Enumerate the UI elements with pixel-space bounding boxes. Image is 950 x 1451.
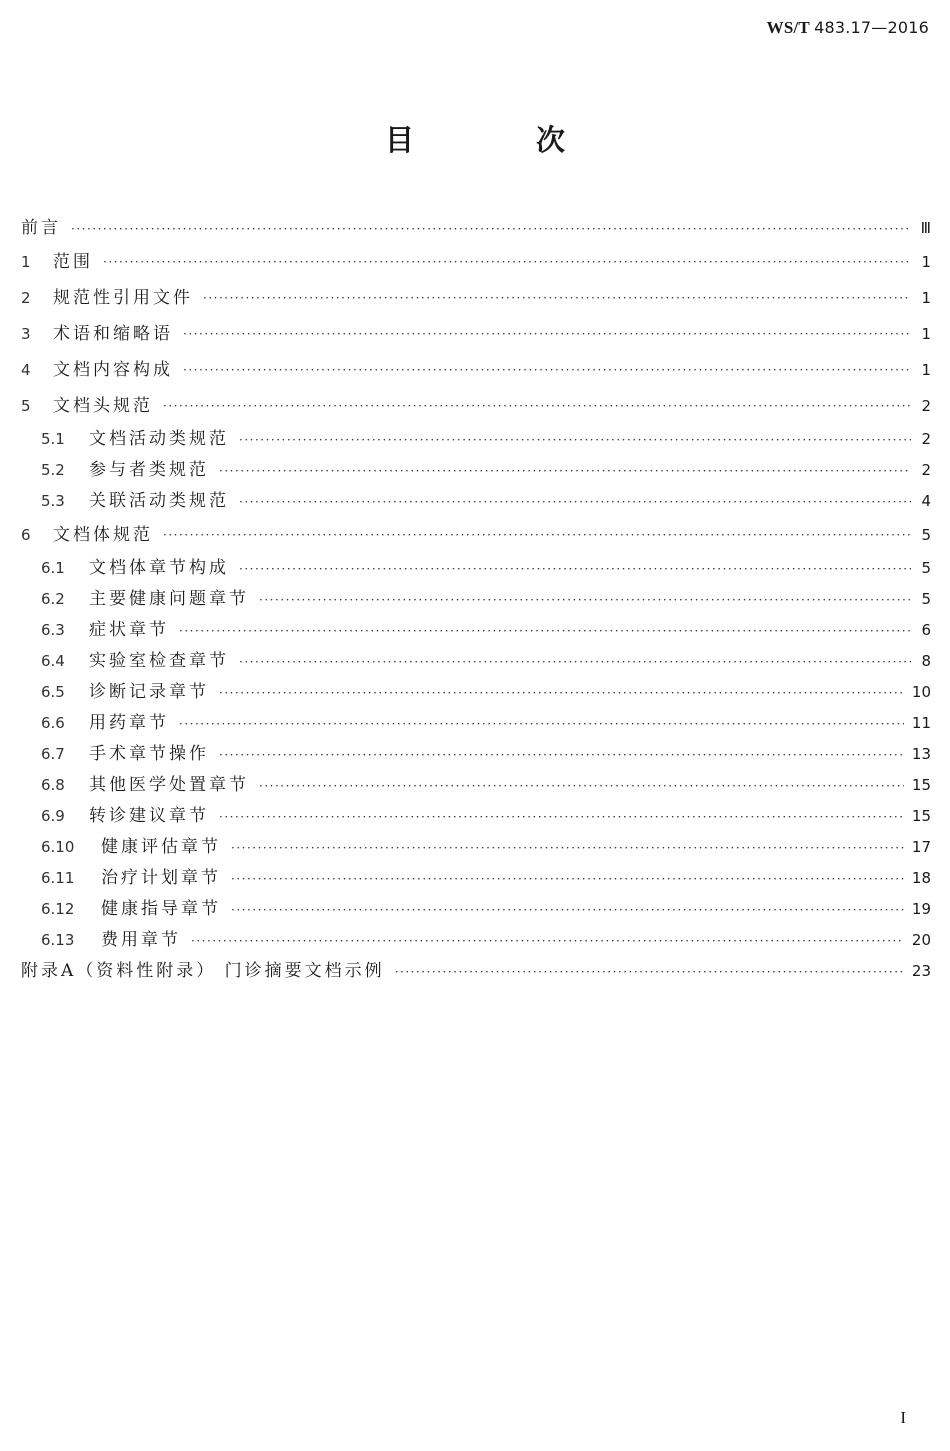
toc-entry-page: 5 bbox=[921, 526, 931, 544]
toc-entry-6-6[interactable] bbox=[21, 708, 931, 739]
toc-entry-number: 6.13 bbox=[41, 931, 75, 949]
toc-entry-page: 1 bbox=[921, 289, 931, 307]
toc-entry-page: 2 bbox=[921, 397, 931, 415]
toc-entry-number: 5.1 bbox=[41, 430, 65, 448]
toc-entry-6-3[interactable] bbox=[21, 615, 931, 646]
toc-leader-dots bbox=[219, 461, 911, 481]
toc-entry-6-13[interactable] bbox=[21, 925, 931, 956]
toc-entry-number: 6 bbox=[21, 526, 31, 544]
document-code-prefix: WS/T bbox=[766, 18, 810, 37]
toc-leader-dots bbox=[231, 900, 904, 920]
toc-entry-label: 健康指导章节 bbox=[101, 899, 221, 919]
toc-entry-number: 6.3 bbox=[41, 621, 65, 639]
toc-entry-number: 6.6 bbox=[41, 714, 65, 732]
toc-entry-page: 4 bbox=[921, 492, 931, 510]
toc-entry-label: 健康评估章节 bbox=[101, 837, 221, 857]
toc-leader-dots bbox=[179, 621, 911, 641]
toc-entry-page: 6 bbox=[921, 621, 931, 639]
toc-entry-label: 文档体规范 bbox=[53, 525, 153, 545]
toc-leader-dots bbox=[219, 807, 904, 827]
toc-entry-6-11[interactable] bbox=[21, 863, 931, 894]
toc-entry-label: 术语和缩略语 bbox=[53, 324, 173, 344]
toc-entry-number: 6.5 bbox=[41, 683, 65, 701]
toc-entry-page: 20 bbox=[911, 931, 931, 949]
toc-entry-number: 5.2 bbox=[41, 461, 65, 479]
toc-leader-dots bbox=[239, 652, 911, 672]
toc-leader-dots bbox=[191, 931, 904, 951]
page-title: 目 次 bbox=[384, 123, 622, 157]
toc-entry-3[interactable] bbox=[21, 316, 931, 352]
toc-leader-dots bbox=[231, 869, 904, 889]
toc-entry-number: 2 bbox=[21, 289, 31, 307]
toc-entry-number: 4 bbox=[21, 361, 31, 379]
toc-leader-dots bbox=[219, 745, 904, 765]
toc-leader-dots bbox=[183, 360, 911, 380]
toc-entry-5-3[interactable] bbox=[21, 486, 931, 517]
toc-leader-dots bbox=[163, 396, 911, 416]
toc-entry-label: 费用章节 bbox=[101, 930, 181, 950]
toc-entry-number: 3 bbox=[21, 325, 31, 343]
toc-entry-page: 18 bbox=[911, 869, 931, 887]
toc-leader-dots bbox=[239, 430, 911, 450]
toc-entry-page: 13 bbox=[911, 745, 931, 763]
toc-entry-page: 11 bbox=[911, 714, 931, 732]
toc-entry-page: 2 bbox=[921, 430, 931, 448]
toc-entry-page: 1 bbox=[921, 325, 931, 343]
toc-entry-6-12[interactable] bbox=[21, 894, 931, 925]
toc-entry-6-1[interactable] bbox=[21, 553, 931, 584]
toc-entry-number: 1 bbox=[21, 253, 31, 271]
toc-leader-dots bbox=[103, 252, 911, 272]
toc-entry-page: 19 bbox=[911, 900, 931, 918]
toc-entry-number: 6.8 bbox=[41, 776, 65, 794]
toc-entry-page: 10 bbox=[911, 683, 931, 701]
toc-entry-label: 范围 bbox=[53, 252, 93, 272]
document-code-number: 483.17—2016 bbox=[814, 18, 929, 37]
toc-entry-label: 实验室检查章节 bbox=[89, 651, 229, 671]
document-code bbox=[767, 18, 929, 38]
toc-entry-label: 症状章节 bbox=[89, 620, 169, 640]
toc-entry-number: 5 bbox=[21, 397, 31, 415]
toc-entry-5-2[interactable] bbox=[21, 455, 931, 486]
toc-entry-label: 附录A（资料性附录） 门诊摘要文档示例 bbox=[21, 961, 385, 981]
toc-entry-number: 6.4 bbox=[41, 652, 65, 670]
toc-entry-5[interactable] bbox=[21, 388, 931, 424]
toc-entry-page: 17 bbox=[911, 838, 931, 856]
toc-leader-dots bbox=[71, 219, 911, 239]
toc-entry-label: 前言 bbox=[21, 218, 61, 238]
toc-entry-label: 用药章节 bbox=[89, 713, 169, 733]
toc-leader-dots bbox=[239, 559, 911, 579]
toc-entry-6-4[interactable] bbox=[21, 646, 931, 677]
toc-entry-6-8[interactable] bbox=[21, 770, 931, 801]
toc-entry-6[interactable] bbox=[21, 517, 931, 553]
toc-leader-dots bbox=[231, 838, 904, 858]
toc-entry-number: 6.7 bbox=[41, 745, 65, 763]
toc-entry-label: 转诊建议章节 bbox=[89, 806, 209, 826]
toc-leader-dots bbox=[163, 525, 911, 545]
toc-entry-page: 5 bbox=[921, 590, 931, 608]
toc-entry-number: 6.9 bbox=[41, 807, 65, 825]
toc-entry-2[interactable] bbox=[21, 280, 931, 316]
toc-entry-label: 文档内容构成 bbox=[53, 360, 173, 380]
toc-entry-page: 1 bbox=[921, 361, 931, 379]
toc-entry-number: 6.11 bbox=[41, 869, 75, 887]
toc-entry-page: 1 bbox=[921, 253, 931, 271]
toc-entry-page: Ⅲ bbox=[920, 219, 931, 237]
toc-entry-6-9[interactable] bbox=[21, 801, 931, 832]
toc-leader-dots bbox=[203, 288, 911, 308]
toc-entry-label: 参与者类规范 bbox=[89, 460, 209, 480]
toc-entry-page: 2 bbox=[921, 461, 931, 479]
toc-entry-label: 治疗计划章节 bbox=[101, 868, 221, 888]
toc-entry-page: 23 bbox=[911, 962, 931, 980]
toc-entry-1[interactable] bbox=[21, 244, 931, 280]
page-number: I bbox=[900, 1408, 906, 1427]
toc-leader-dots bbox=[219, 683, 904, 703]
toc-entry-label: 主要健康问题章节 bbox=[89, 589, 249, 609]
toc-entry-5-1[interactable] bbox=[21, 424, 931, 455]
toc-entry-6-7[interactable] bbox=[21, 739, 931, 770]
toc-entry-number: 6.2 bbox=[41, 590, 65, 608]
toc-entry-label: 手术章节操作 bbox=[89, 744, 209, 764]
toc-entry-page: 15 bbox=[911, 776, 931, 794]
toc-entry-label: 其他医学处置章节 bbox=[89, 775, 249, 795]
toc-entry-label: 诊断记录章节 bbox=[89, 682, 209, 702]
toc-entry-6-10[interactable] bbox=[21, 832, 931, 863]
toc-entry-appendix-a[interactable] bbox=[21, 956, 931, 987]
toc-entry-foreword[interactable] bbox=[21, 213, 931, 244]
toc-entry-6-5[interactable] bbox=[21, 677, 931, 708]
toc-leader-dots bbox=[179, 714, 904, 734]
table-of-contents bbox=[21, 213, 931, 987]
toc-entry-label: 关联活动类规范 bbox=[89, 491, 229, 511]
toc-entry-label: 规范性引用文件 bbox=[53, 288, 193, 308]
toc-entry-label: 文档活动类规范 bbox=[89, 429, 229, 449]
toc-entry-number: 5.3 bbox=[41, 492, 65, 510]
toc-entry-page: 8 bbox=[921, 652, 931, 670]
toc-leader-dots bbox=[239, 492, 911, 512]
toc-entry-number: 6.1 bbox=[41, 559, 65, 577]
toc-leader-dots bbox=[183, 324, 911, 344]
toc-entry-page: 15 bbox=[911, 807, 931, 825]
toc-entry-number: 6.10 bbox=[41, 838, 75, 856]
toc-entry-page: 5 bbox=[921, 559, 931, 577]
toc-entry-label: 文档体章节构成 bbox=[89, 558, 229, 578]
toc-entry-number: 6.12 bbox=[41, 900, 75, 918]
toc-entry-6-2[interactable] bbox=[21, 584, 931, 615]
toc-leader-dots bbox=[259, 776, 904, 796]
toc-leader-dots bbox=[395, 962, 904, 982]
toc-entry-label: 文档头规范 bbox=[53, 396, 153, 416]
toc-entry-4[interactable] bbox=[21, 352, 931, 388]
toc-leader-dots bbox=[259, 590, 911, 610]
